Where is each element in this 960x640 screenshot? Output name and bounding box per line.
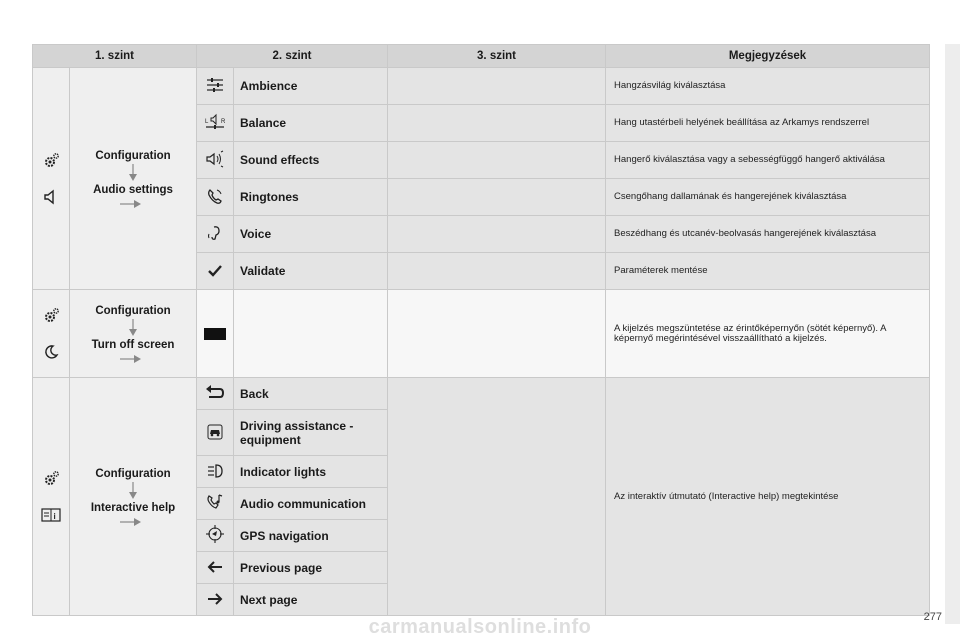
previous-page-cell: [234, 552, 388, 584]
sound-effects-note: Hangerő kiválasztása vagy a sebességfüggő hangerő aktiválása: [614, 154, 885, 165]
help-book-icon: [40, 504, 62, 526]
level2-empty-cell: [234, 290, 388, 378]
note-cell: [606, 68, 930, 105]
header-notes: Megjegyzések: [606, 45, 930, 68]
validate-label: Validate: [240, 264, 286, 278]
arrow-left-icon-cell: [197, 552, 234, 584]
note-cell: [606, 253, 930, 290]
headlight-icon-cell: [197, 456, 234, 488]
phone-music-icon-cell: [197, 488, 234, 520]
level3-empty-cell: [388, 179, 606, 216]
level1-help-cell: [70, 378, 197, 616]
back-cell: [234, 378, 388, 410]
level3-empty-cell: [388, 253, 606, 290]
level1-screen-cell: [70, 290, 197, 378]
note-cell: [606, 290, 930, 378]
driving-assistance-label: Driving assistance - equipment: [240, 418, 354, 447]
previous-page-label: Previous page: [240, 560, 323, 575]
level3-empty-cell: [388, 290, 606, 378]
balance-icon: [204, 111, 226, 133]
audio-communication-cell: [234, 488, 388, 520]
gps-icon-cell: [197, 520, 234, 552]
sound-effects-cell: [234, 142, 388, 179]
ambience-note: Hangzásvilág kiválasztása: [614, 80, 726, 91]
arrow-down-icon: [127, 319, 139, 337]
note-cell: [606, 216, 930, 253]
arrow-right-icon: [120, 199, 142, 209]
header-level2: 2. szint: [197, 45, 388, 68]
header-level3: 3. szint: [388, 45, 606, 68]
note-cell: [606, 179, 930, 216]
checkmark-icon: [204, 260, 226, 282]
gps-navigation-label: GPS navigation: [240, 528, 329, 543]
balance-note: Hang utastérbeli helyének beállítása az Arkamys rendszerrel: [614, 117, 870, 128]
settings-icon: [40, 150, 62, 172]
table-row: [33, 378, 930, 410]
note-cell: [606, 105, 930, 142]
arrow-right-icon: [120, 354, 142, 364]
arrow-down-icon: [127, 164, 139, 182]
checkmark-icon-cell: [197, 253, 234, 290]
level3-empty-cell: [388, 216, 606, 253]
header-row: [33, 45, 930, 68]
ambience-label: Ambience: [240, 79, 298, 93]
page-number: 277: [923, 611, 942, 623]
settings-icon: [40, 468, 62, 490]
settings-reference-table: [32, 44, 930, 616]
level1-icons-help: [33, 378, 70, 616]
arrow-right-icon: [120, 517, 142, 527]
turn-off-screen-label: Turn off screen: [91, 338, 175, 351]
svg-text:i: i: [53, 511, 56, 521]
validate-note: Paraméterek mentése: [614, 265, 708, 276]
note-cell: [606, 142, 930, 179]
level3-empty-cell: [388, 68, 606, 105]
headlight-icon: [204, 460, 226, 482]
indicator-lights-label: Indicator lights: [240, 464, 327, 479]
equalizer-icon: [204, 74, 226, 96]
ringtone-icon: [204, 185, 226, 207]
sound-effects-label: Sound effects: [240, 153, 320, 167]
ambience-cell: [234, 68, 388, 105]
balance-icon-cell: [197, 105, 234, 142]
note-cell: [606, 378, 930, 616]
settings-icon: [40, 305, 62, 327]
arrow-down-icon: [127, 482, 139, 500]
car-icon: [204, 421, 226, 443]
next-page-cell: [234, 584, 388, 616]
header-level1: 1. szint: [33, 45, 197, 68]
driving-assistance-cell: [234, 410, 388, 456]
interactive-help-note: Az interaktív útmutató (Interactive help) megtekintése: [614, 490, 839, 502]
configuration-label: Configuration: [95, 467, 171, 480]
next-page-label: Next page: [240, 592, 298, 607]
level3-empty-cell: [388, 378, 606, 616]
black-screen-icon-cell: [197, 290, 234, 378]
level1-icons-audio: [33, 68, 70, 290]
audio-settings-label: Audio settings: [93, 183, 173, 196]
level1-audio-cell: [70, 68, 197, 290]
table-row: [33, 290, 930, 378]
back-icon-cell: [197, 378, 234, 410]
moon-icon: [40, 341, 62, 363]
watermark: carmanualsonline.info: [368, 616, 592, 638]
level3-empty-cell: [388, 105, 606, 142]
equalizer-icon-cell: [197, 68, 234, 105]
indicator-lights-cell: [234, 456, 388, 488]
ringtones-label: Ringtones: [240, 190, 299, 204]
level3-empty-cell: [388, 142, 606, 179]
balance-cell: [234, 105, 388, 142]
voice-note: Beszédhang és utcanév-beolvasás hangerejének kiválasztása: [614, 228, 876, 239]
voice-label: Voice: [240, 227, 272, 241]
turn-off-screen-note: A kijelzés megszüntetése az érintőképernyőn (sötét képernyő). A képernyő megérintésével visszaállítható a kijelzés.: [614, 322, 886, 344]
back-label: Back: [240, 386, 269, 401]
ringtones-cell: [234, 179, 388, 216]
car-icon-cell: [197, 410, 234, 456]
speaker-icon: [40, 186, 62, 208]
back-icon: [204, 382, 226, 404]
validate-cell: [234, 253, 388, 290]
sound-effects-icon: [204, 148, 226, 170]
table-row: [33, 68, 930, 105]
voice-icon: [204, 222, 226, 244]
arrow-left-icon: [204, 556, 226, 578]
page-edge-strip: [945, 44, 960, 624]
configuration-label: Configuration: [95, 149, 171, 162]
voice-cell: [234, 216, 388, 253]
voice-icon-cell: [197, 216, 234, 253]
balance-label: Balance: [240, 116, 287, 130]
phone-music-icon: [204, 491, 226, 513]
arrow-right-icon: [204, 588, 226, 610]
svg-text:L: L: [205, 118, 209, 125]
arrow-right-icon-cell: [197, 584, 234, 616]
configuration-label: Configuration: [95, 304, 171, 317]
interactive-help-label: Interactive help: [90, 501, 176, 514]
audio-communication-label: Audio communication: [240, 496, 367, 511]
sound-effects-icon-cell: [197, 142, 234, 179]
black-screen-icon: [204, 323, 226, 345]
gps-navigation-cell: [234, 520, 388, 552]
gps-icon: [204, 523, 226, 545]
ringtones-note: Csengőhang dallamának és hangerejének kiválasztása: [614, 191, 847, 202]
ringtone-icon-cell: [197, 179, 234, 216]
level1-icons-screen: [33, 290, 70, 378]
svg-text:R: R: [221, 118, 226, 125]
